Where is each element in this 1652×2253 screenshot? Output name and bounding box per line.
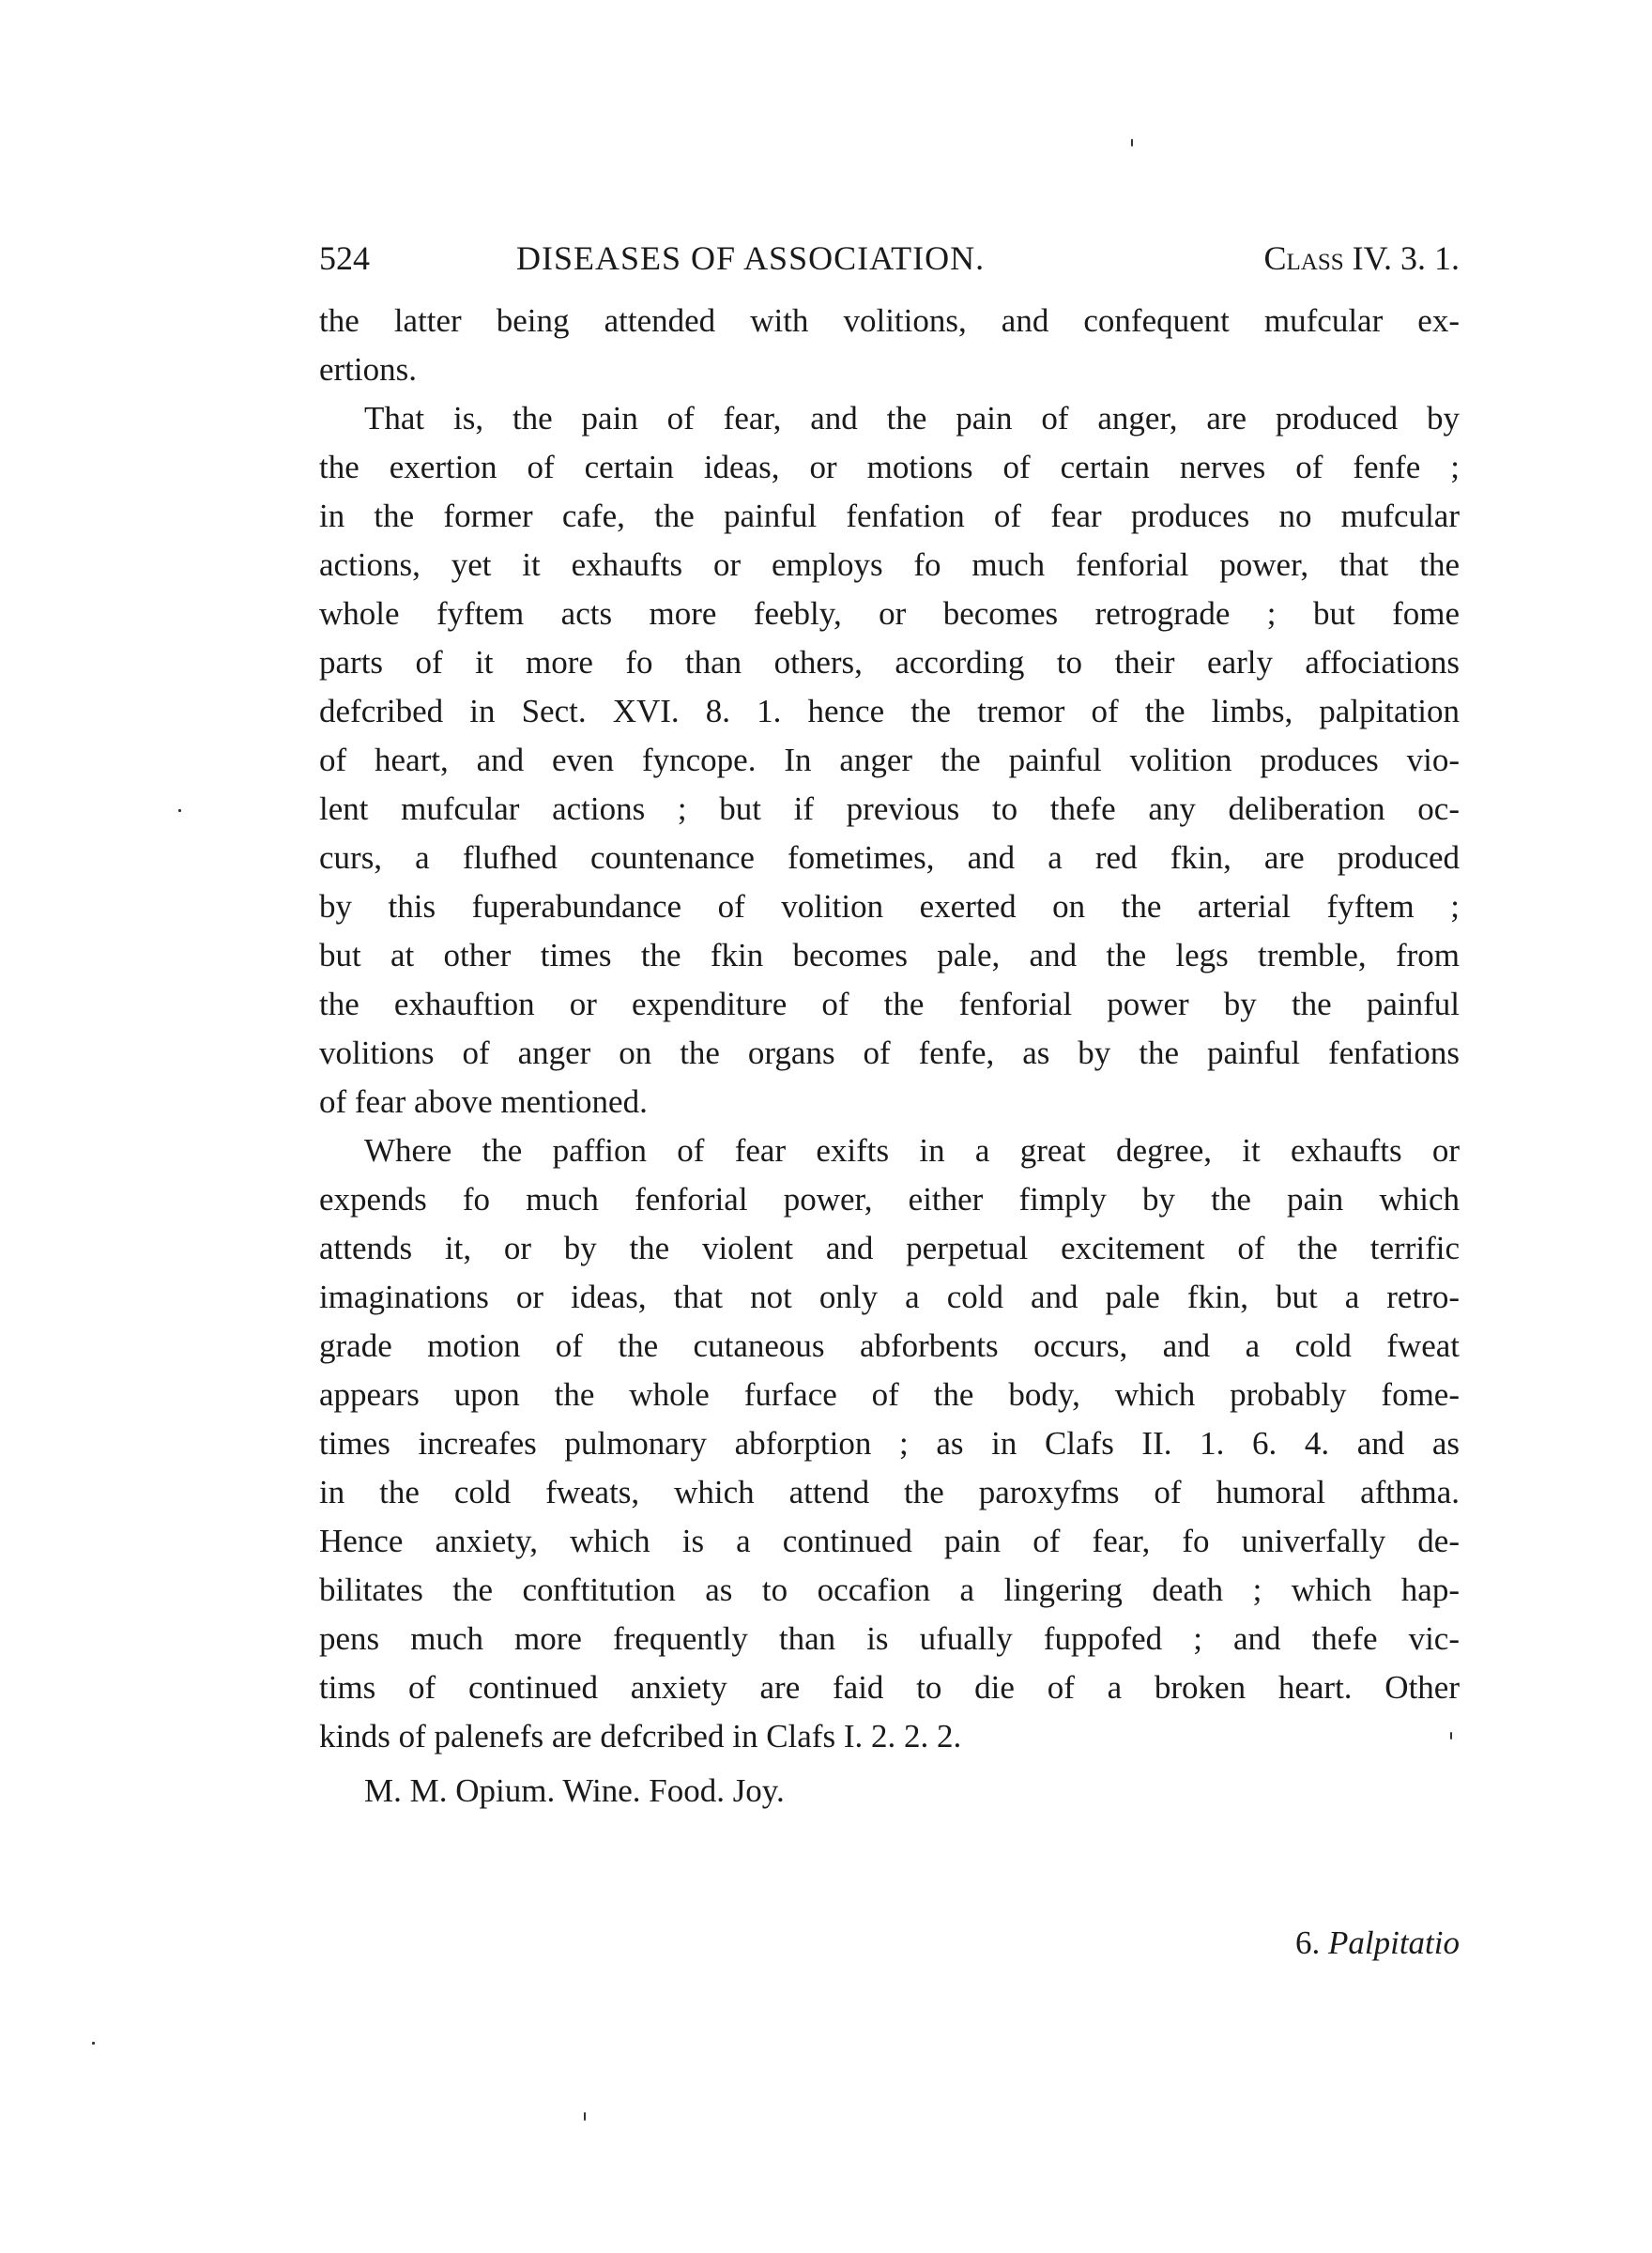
text-line: whole fyftem acts more feebly, or becomes retrograde ; but fome [319,595,1460,632]
text-line: grade motion of the cutaneous abforbents occurs, and a cold fweat [319,1327,1460,1364]
scan-speck [1131,139,1133,146]
paragraph [319,1126,1460,1761]
text-line: attends it, or by the violent and perpetual excitement of the terrific [319,1230,1460,1266]
text-line: curs, a flufhed countenance fometimes, and a red fkin, are produced [319,839,1460,876]
text-line: parts of it more fo than others, according to their early affociations [319,644,1460,681]
running-head [319,235,1460,291]
text-line: kinds of palenefs are defcribed in Clafs I. 2. 2. 2. [319,1718,962,1755]
catchword-number: 6. [1295,1924,1321,1961]
text-line: Hence anxiety, which is a continued pain of fear, fo univerfally de- [319,1523,1460,1559]
page-number: 524 [319,239,370,277]
scan-speck [178,809,181,812]
text-line: tims of continued anxiety are faid to die of a broken heart. Other [319,1669,1460,1706]
text-line: by this fuperabundance of volition exerted on the arterial fyftem ; [319,888,1460,925]
catchword-text: Palpitatio [1328,1924,1460,1961]
text-line: in the cold fweats, which attend the paroxyfms of humoral afthma. [319,1474,1460,1510]
text-line: actions, yet it exhaufts or employs fo much fenforial power, that the [319,546,1460,583]
paragraph [319,297,1460,394]
catchword [1295,1924,1460,1962]
scan-speck [584,2112,586,2121]
text-line: times increafes pulmonary abforption ; as in Clafs II. 1. 6. 4. and as [319,1425,1460,1462]
class-reference: Class IV. 3. 1. [1263,239,1460,277]
paragraph [319,394,1460,1126]
materia-medica-line: M. M. Opium. Wine. Food. Joy. [364,1772,785,1809]
text-line: ertions. [319,351,418,388]
text-line: bilitates the conftitution as to occafion a lingering death ; which hap- [319,1571,1460,1608]
text-line: volitions of anger on the organs of fenfe, as by the painful fenfations [319,1035,1460,1071]
scan-speck [1450,1732,1452,1740]
text-line: of heart, and even fyncope. In anger the painful volition produces vio- [319,742,1460,778]
running-title: DISEASES OF ASSOCIATION. [516,239,986,277]
text-line: but at other times the fkin becomes pale, and the legs tremble, from [319,937,1460,973]
text-line: the exertion of certain ideas, or motions of certain nerves of fenfe ; [319,449,1460,485]
text-line: pens much more frequently than is ufually fuppofed ; and thefe vic- [319,1620,1460,1657]
text-line: defcribed in Sect. XVI. 8. 1. hence the tremor of the limbs, palpitation [319,693,1460,729]
text-line: lent mufcular actions ; but if previous to thefe any deliberation oc- [319,790,1460,827]
text-line: expends fo much fenforial power, either fimply by the pain which [319,1181,1460,1218]
text-line: in the former cafe, the painful fenfation of fear produces no mufcular [319,498,1460,534]
scan-speck [92,2042,95,2045]
text-line: the latter being attended with volitions, and confequent mufcular ex- [319,302,1460,339]
text-line: Where the paffion of fear exifts in a great degree, it exhaufts or [364,1132,1460,1169]
text-line: imaginations or ideas, that not only a cold and pale fkin, but a retro- [319,1279,1460,1315]
text-line: That is, the pain of fear, and the pain of anger, are produced by [364,400,1460,437]
text-line: appears upon the whole furface of the body, which probably fome- [319,1376,1460,1413]
text-line: the exhauftion or expenditure of the fenforial power by the painful [319,986,1460,1022]
body-text [319,297,1460,1816]
text-line: of fear above mentioned. [319,1083,648,1120]
